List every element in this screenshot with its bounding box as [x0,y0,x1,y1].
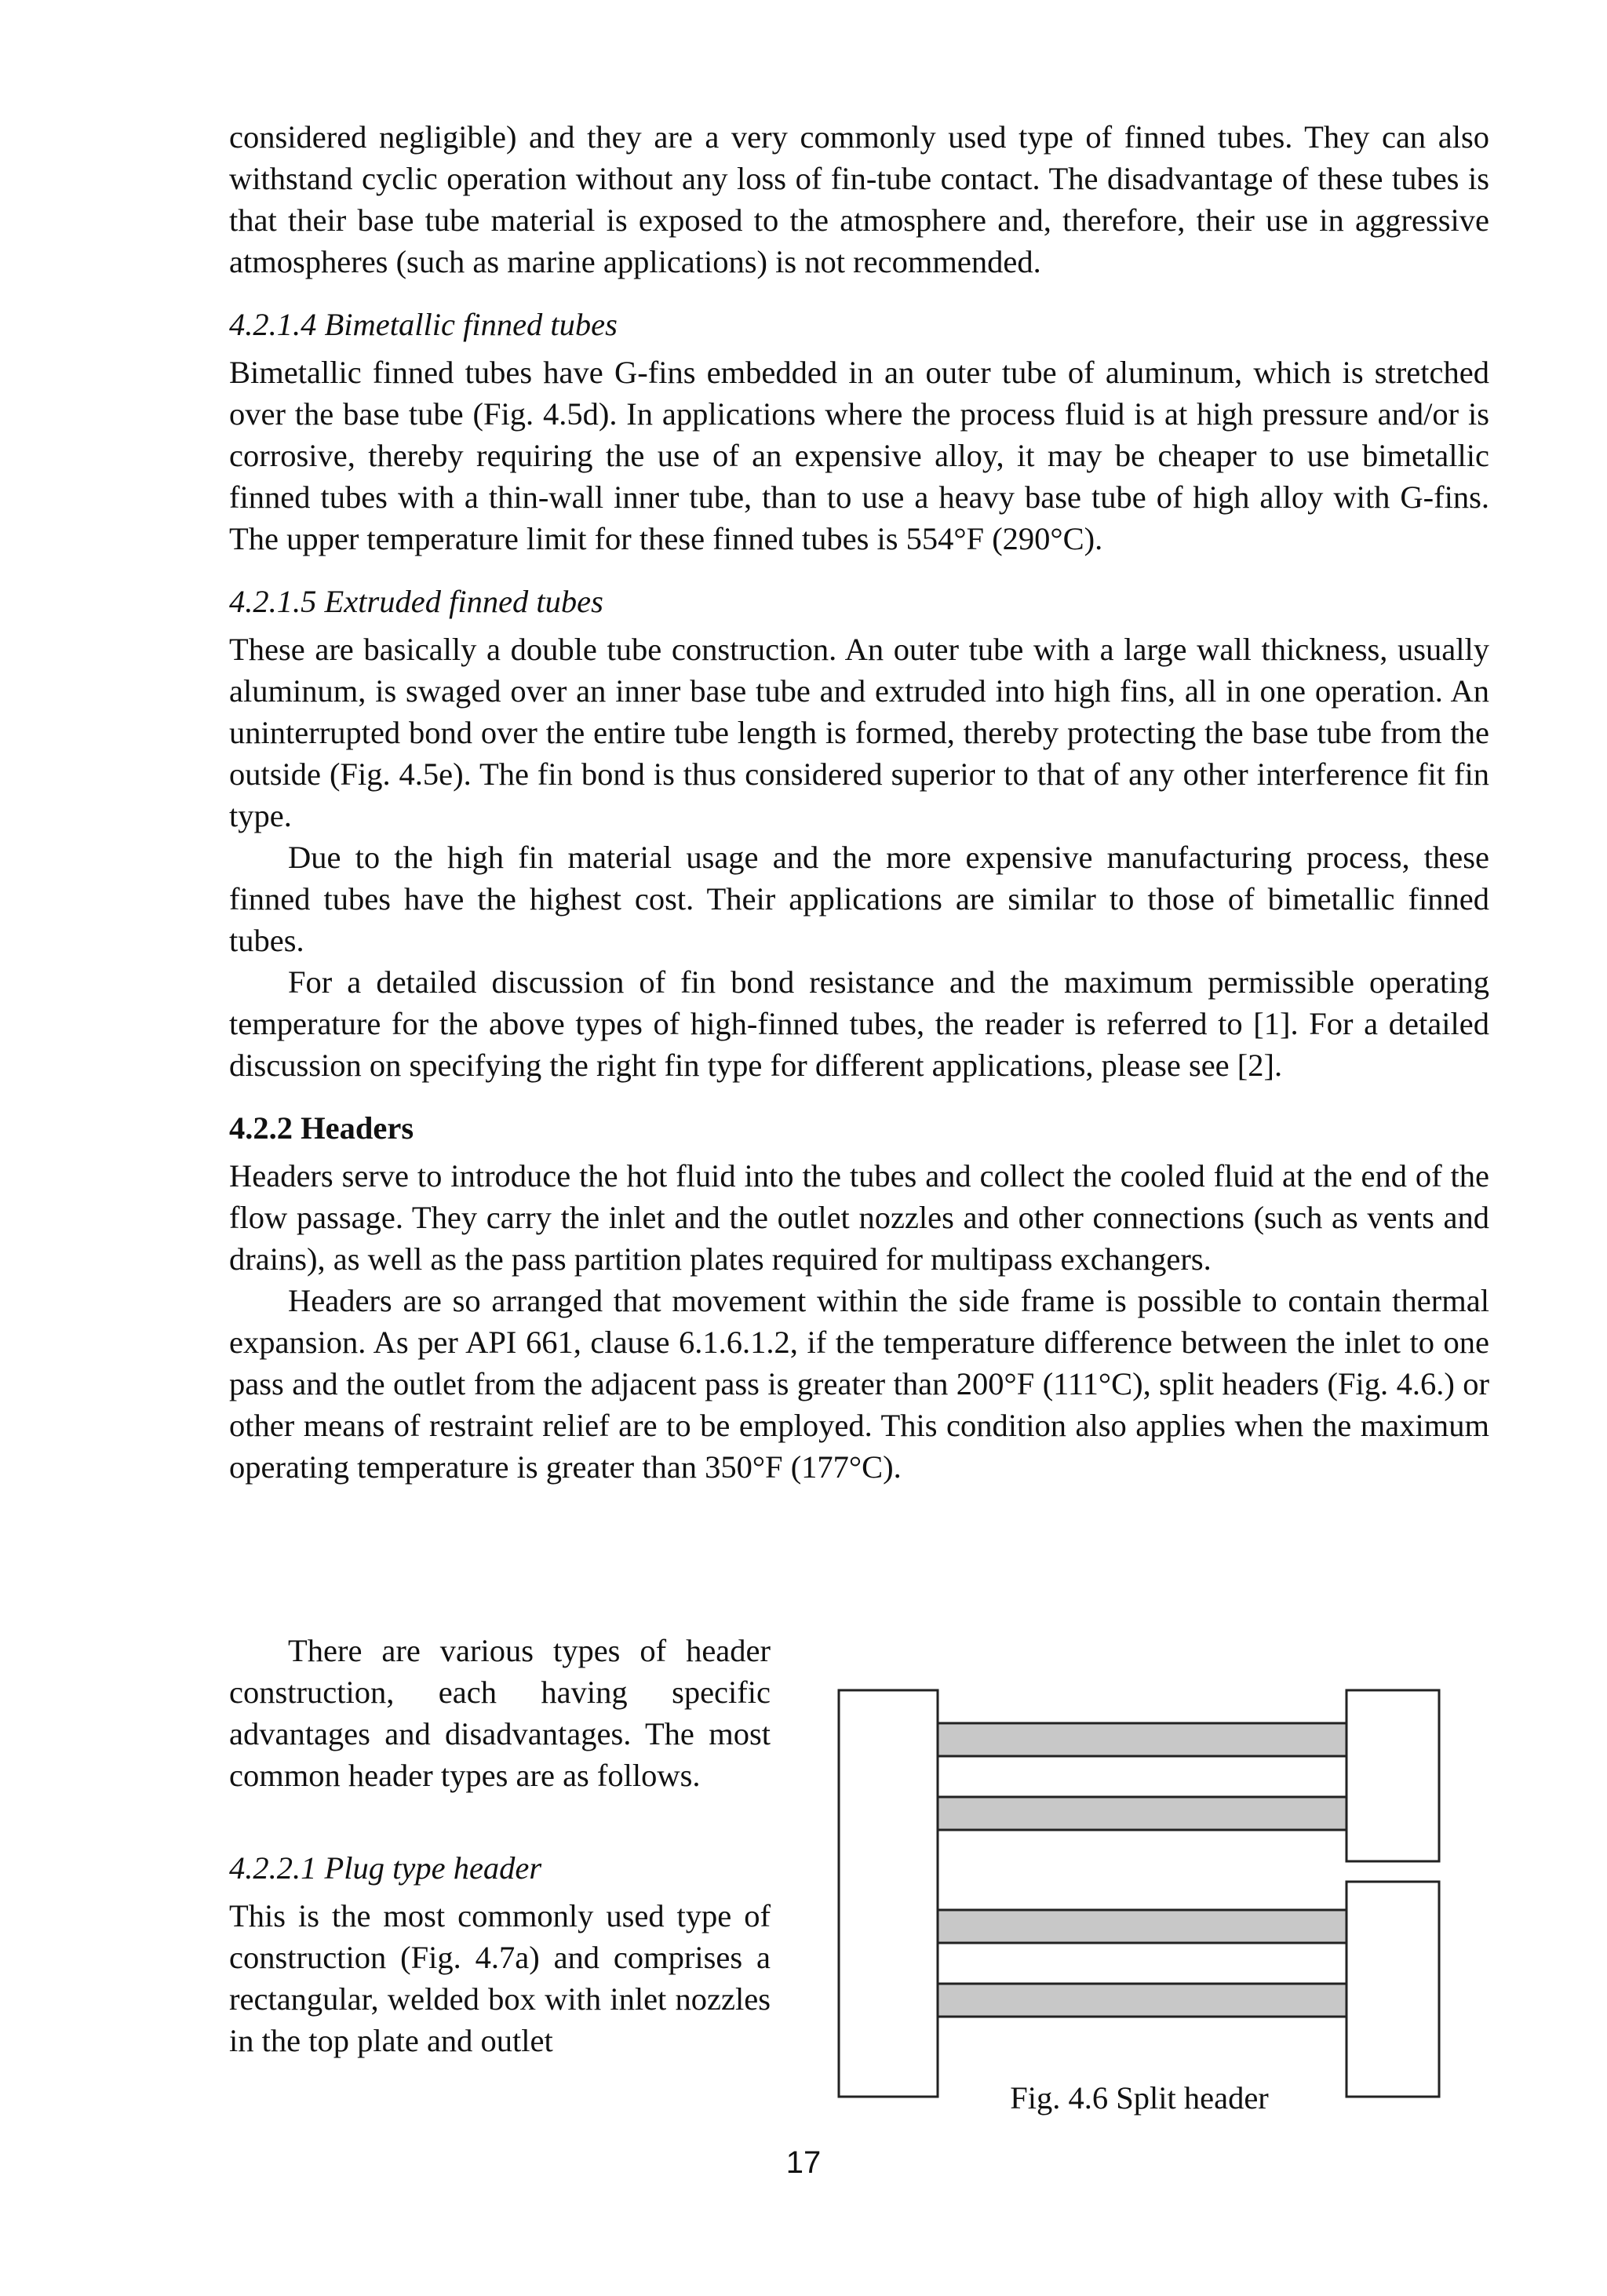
main-text-column [229,116,1489,1488]
heading-4-2-1-4: 4.2.1.4 Bimetallic finned tubes [229,307,618,342]
heading-4-2-2: 4.2.2 Headers [229,1110,414,1146]
paragraph-bimetallic: Bimetallic finned tubes have G-fins embedded in an outer tube of aluminum, which is stretched over the base tube (Fig. 4.5d). In applications where the process fluid is at high pressure and/or is corrosive, thereby requiring the use of an expensive alloy, it may be cheaper to use bimetallic finned tubes with a thin-wall inner tube, than to use a heavy base tube of high alloy with G-fins. The upper temperature limit for these finned tubes is 554°F (290°C). [229,355,1489,556]
paragraph-extruded-1: These are basically a double tube construction. An outer tube with a large wall thickness, usually aluminum, is swaged over an inner base tube and extruded into high fins, all in one operation. An uninterrupted bond over the entire tube length is formed, thereby protecting the base tube from the outside (Fig. 4.5e). The fin bond is thus considered superior to that of any other interference fit fin type. [229,632,1489,833]
paragraph-plug-type: This is the most commonly used type of construction (Fig. 4.7a) and comprises a rectangular, welded box with inlet nozzles in the top plate and outlet [229,1898,771,2058]
page-number: 17 [785,2145,822,2180]
right-header-box-lower [1346,1882,1439,2097]
paragraph-extruded-3: For a detailed discussion of fin bond resistance and the maximum permissible operating temperature for the above types of high-finned tubes, the reader is referred to [1]. For a detailed discussion on specifying the right fin type for different applications, please see [2]. [229,964,1489,1083]
right-header-box-upper [1346,1690,1439,1861]
paragraph-headers-1: Headers serve to introduce the hot fluid into the tubes and collect the cooled fluid at the end of the flow passage. They carry the inlet and the outlet nozzles and other connections (such as vents and drains), as well as the pass partition plates required for multipass exchangers. [229,1158,1489,1277]
intro-paragraph: considered negligible) and they are a very commonly used type of finned tubes. They can also withstand cyclic operation without any loss of fin-tube contact. The disadvantage of these tubes is that their base tube material is exposed to the atmosphere and, therefore, their use in aggressive atmospheres (such as marine applications) is not recommended. [229,119,1489,279]
finned-tube-4 [938,1984,1346,2017]
finned-tube-1 [938,1723,1346,1756]
paragraph-headers-2: Headers are so arranged that movement within the side frame is possible to contain thermal expansion. As per API 661, clause 6.1.6.1.2, if the temperature difference between the inlet to one pass and the outlet from the adjacent pass is greater than 200°F (111°C), split headers (Fig. 4.6.) or other means of restraint relief are to be employed. This condition also applies when the maximum operating temperature is greater than 350°F (177°C). [229,1283,1489,1485]
heading-4-2-1-5: 4.2.1.5 Extruded finned tubes [229,584,603,619]
finned-tube-2 [938,1797,1346,1830]
heading-4-2-2-1: 4.2.2.1 Plug type header [229,1850,542,1886]
paragraph-extruded-2: Due to the high fin material usage and the more expensive manufacturing process, these finned tubes have the highest cost. Their applications are similar to those of bimetallic finned tubes. [229,840,1489,958]
split-header-figure [833,1679,1445,2119]
left-header-box [839,1690,938,2097]
figure-caption: Fig. 4.6 Split header [1010,2080,1269,2116]
paragraph-headers-3: There are various types of header construction, each having specific advantages and disadvantages. The most common header types are as follows. [229,1633,771,1793]
finned-tube-3 [938,1910,1346,1943]
narrow-text-column [229,1630,771,2061]
